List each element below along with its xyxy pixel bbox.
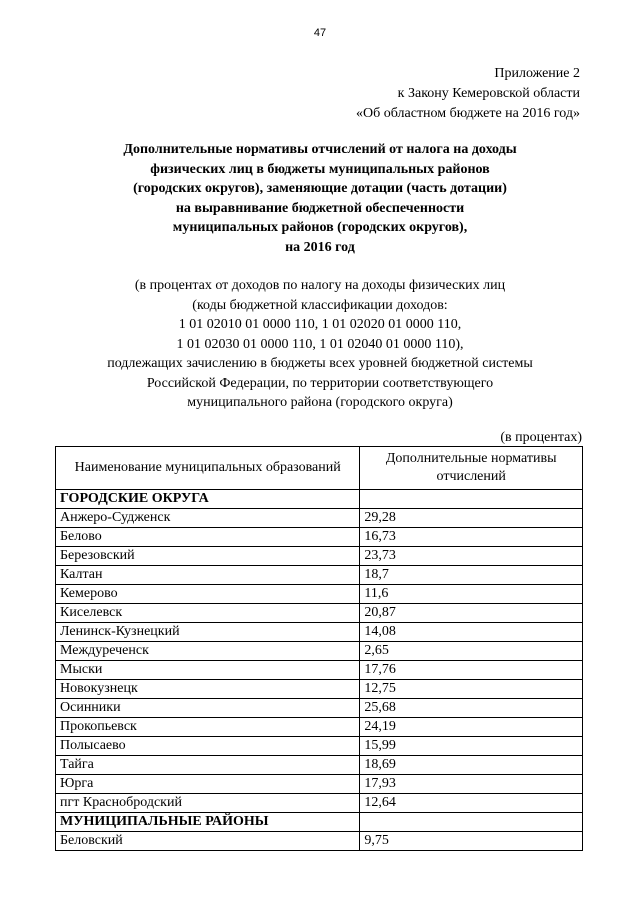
norm-value: 12,75 (360, 680, 583, 699)
header-norm-line: отчислений (436, 469, 506, 484)
table-row (56, 699, 583, 718)
table-row (56, 566, 583, 585)
table-row (56, 604, 583, 623)
municipality-name: Ленинск-Кузнецкий (56, 623, 360, 642)
section-empty-cell (360, 813, 583, 832)
norm-value: 2,65 (360, 642, 583, 661)
municipality-name: Березовский (56, 547, 360, 566)
table-row (56, 642, 583, 661)
table-header-row (56, 447, 583, 490)
norm-value: 17,76 (360, 661, 583, 680)
table-row (56, 661, 583, 680)
norm-value: 20,87 (360, 604, 583, 623)
municipality-name: Юрга (56, 775, 360, 794)
title-line: Дополнительные нормативы отчислений от налога на доходы (123, 142, 517, 157)
municipality-name: Междуреченск (56, 642, 360, 661)
subtitle-line: подлежащих зачислению в бюджеты всех уровней бюджетной системы (107, 356, 533, 371)
norm-value: 29,28 (360, 509, 583, 528)
appendix-line: Приложение 2 (494, 66, 580, 81)
title-line: физических лиц в бюджеты муниципальных районов (150, 161, 490, 177)
norm-value: 17,93 (360, 775, 583, 794)
norm-value: 16,73 (360, 528, 583, 547)
table-row (56, 737, 583, 756)
subtitle-line: Российской Федерации, по территории соответствующего (146, 375, 494, 391)
municipality-name: Новокузнецк (56, 680, 360, 699)
norm-value: 12,64 (360, 794, 583, 813)
table-row (56, 528, 583, 547)
title-line: на 2016 год (285, 239, 355, 255)
header-municipality-label: Наименование муниципальных образований (74, 460, 341, 475)
units-note: (в процентах) (500, 430, 582, 445)
municipality-name: Полысаево (56, 737, 360, 756)
table-row (56, 756, 583, 775)
subtitle-line: 1 01 02030 01 0000 110, 1 01 02040 01 0000 110), (176, 336, 464, 352)
header-norm-line: Дополнительные нормативы (385, 451, 557, 466)
norm-value: 18,7 (360, 566, 583, 585)
section-title: ГОРОДСКИЕ ОКРУГА (56, 490, 360, 509)
norm-value: 11,6 (360, 585, 583, 604)
norm-value: 18,69 (360, 756, 583, 775)
norm-value: 24,19 (360, 718, 583, 737)
subtitle-line: муниципального района (городского округа) (187, 395, 453, 410)
table-row (56, 832, 583, 851)
municipality-name: Осинники (56, 699, 360, 718)
norm-value: 15,99 (360, 737, 583, 756)
table-row (56, 585, 583, 604)
subtitle-line: (коды бюджетной классификации доходов: (192, 297, 448, 313)
appendix-line: «Об областном бюджете на 2016 год» (356, 106, 580, 121)
norm-value: 9,75 (360, 832, 583, 851)
title-line: муниципальных районов (городских округов), (172, 220, 468, 235)
title-line: (городских округов), заменяющие дотации (часть дотации) (133, 181, 507, 196)
table-row (56, 509, 583, 528)
norm-value: 14,08 (360, 623, 583, 642)
table-row (56, 623, 583, 642)
norms-table (55, 446, 583, 851)
table-body (56, 490, 583, 851)
table-row (56, 718, 583, 737)
subtitle-line: (в процентах от доходов по налогу на доходы физических лиц (134, 278, 506, 293)
header-municipality (56, 447, 360, 490)
subtitle-line: 1 01 02010 01 0000 110, 1 01 02020 01 0000 110, (178, 317, 462, 332)
section-row (56, 813, 583, 832)
document-title (0, 140, 640, 257)
table-row (56, 680, 583, 699)
norm-value: 25,68 (360, 699, 583, 718)
section-title: МУНИЦИПАЛЬНЫЕ РАЙОНЫ (56, 813, 360, 832)
title-line: на выравнивание бюджетной обеспеченности (175, 200, 465, 216)
document-subtitle (0, 276, 640, 413)
municipality-name: Мыски (56, 661, 360, 680)
section-row (56, 490, 583, 509)
section-empty-cell (360, 490, 583, 509)
page-number: 47 (313, 27, 327, 39)
municipality-name: Кемерово (56, 585, 360, 604)
municipality-name: Тайга (56, 756, 360, 775)
appendix-line: к Закону Кемеровской области (397, 86, 580, 101)
header-norm (360, 447, 583, 490)
municipality-name: Киселевск (56, 604, 360, 623)
municipality-name: Калтан (56, 566, 360, 585)
municipality-name: Белово (56, 528, 360, 547)
municipality-name: Прокопьевск (56, 718, 360, 737)
municipality-name: Беловский (56, 832, 360, 851)
table-row (56, 775, 583, 794)
norm-value: 23,73 (360, 547, 583, 566)
appendix-reference (356, 64, 580, 124)
municipality-name: Анжеро-Судженск (56, 509, 360, 528)
table-row (56, 794, 583, 813)
table-row (56, 547, 583, 566)
municipality-name: пгт Краснобродский (56, 794, 360, 813)
